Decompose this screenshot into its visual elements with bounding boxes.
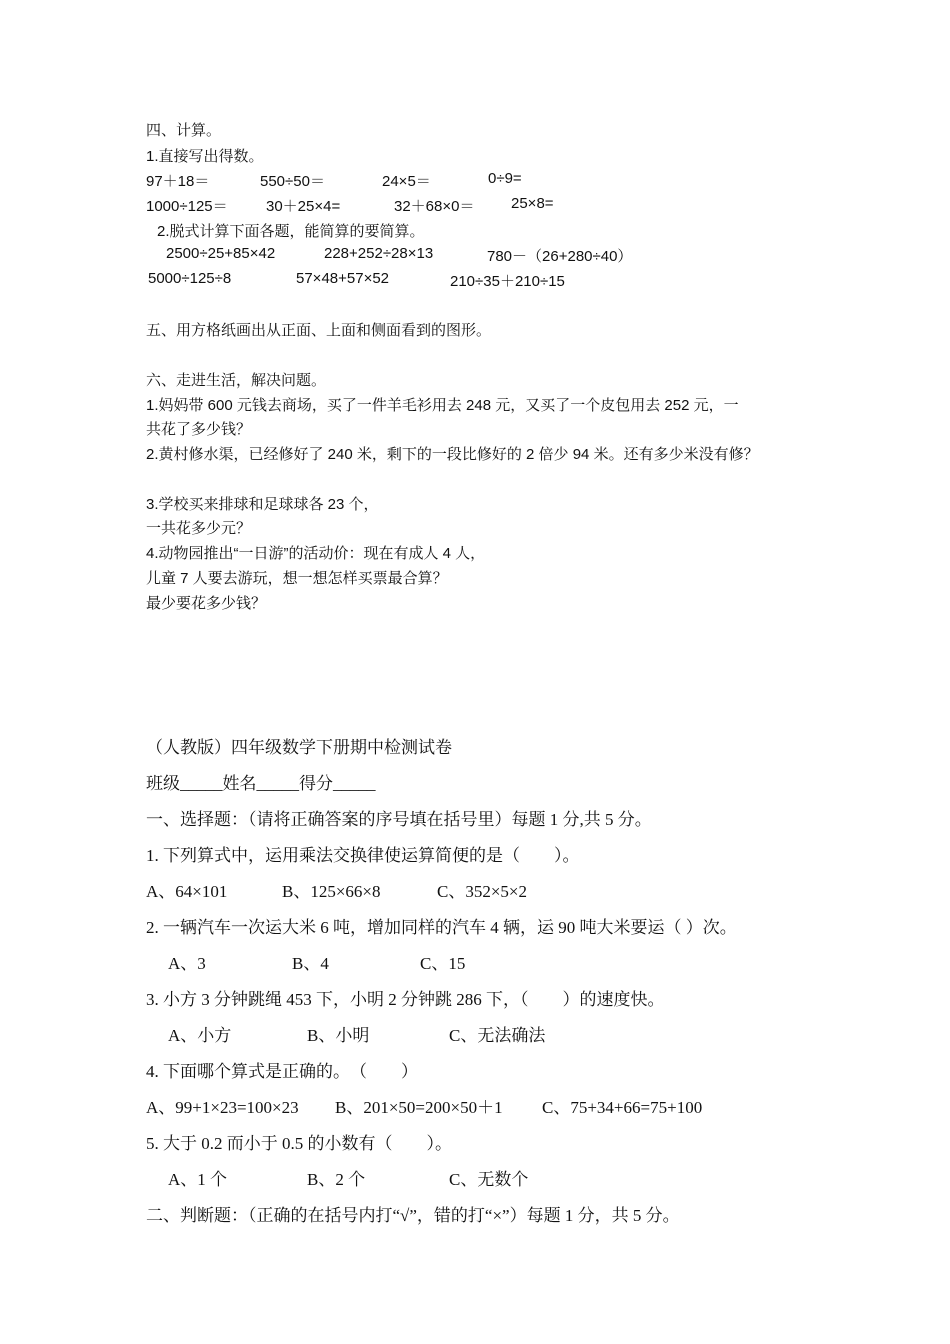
section-6-title: 六、走进生活，解决问题。 [146, 372, 327, 389]
option-b: B、4 [292, 954, 329, 973]
option-b: B、2 个 [307, 1170, 366, 1189]
mc-question-3: 3. 小方 3 分钟跳绳 453 下，小明 2 分钟跳 286 下，（ ）的速度快。 [146, 990, 665, 1009]
exam-title: （人教版）四年级数学下册期中检测试卷 [146, 738, 452, 757]
calc-item: 24×5＝ [382, 173, 431, 190]
mc-options-4 [0, 1093, 950, 1115]
calc-item: 25×8= [511, 195, 554, 212]
calc-row-4 [0, 270, 950, 290]
option-c: C、无数个 [449, 1170, 529, 1189]
option-b: B、201×50=200×50＋1 [335, 1098, 503, 1117]
calc-row-3 [0, 245, 950, 265]
calc-item: 5000÷125÷8 [148, 270, 232, 287]
option-a: A、99+1×23=100×23 [146, 1098, 299, 1117]
word-problem-3-line1: 3.学校买来排球和足球球各 23 个， [146, 496, 379, 513]
mc-question-2: 2. 一辆汽车一次运大米 6 吨，增加同样的汽车 4 辆，运 90 吨大米要运（ ）次。 [146, 918, 737, 937]
word-problem-1-line2: 共花了多少钱？ [146, 421, 252, 438]
calc-item: 1000÷125＝ [146, 198, 228, 215]
word-problem-3-line2: 一共花多少元？ [146, 520, 252, 537]
q1-instruction: 1.直接写出得数。 [146, 148, 264, 165]
calc-item: 30＋25×4= [266, 198, 341, 215]
q2-instruction: 2.脱式计算下面各题，能简算的要简算。 [157, 223, 425, 240]
option-c: C、75+34+66=75+100 [542, 1098, 703, 1117]
calc-item: 2500÷25+85×42 [166, 245, 276, 262]
calc-row-2 [0, 195, 950, 215]
option-c: C、15 [420, 954, 466, 973]
mc-options-1 [0, 877, 950, 899]
word-problem-4-line2: 儿童 7 人要去游玩，想一想怎样买票最合算？ [146, 570, 448, 587]
section-4-title: 四、计算。 [146, 122, 222, 139]
mc-question-5: 5. 大于 0.2 而小于 0.5 的小数有（ ）。 [146, 1134, 452, 1153]
option-a: A、小方 [168, 1026, 232, 1045]
mc-options-3 [0, 1021, 950, 1043]
calc-item: 550÷50＝ [260, 173, 325, 190]
word-problem-4-line1: 4.动物园推出“一日游”的活动价：现在有成人 4 人， [146, 545, 486, 562]
student-info-line: 班级_____姓名_____得分_____ [146, 774, 376, 793]
mc-options-2 [0, 949, 950, 971]
section-2-title: 二、判断题：（正确的在括号内打“√”，错的打“×”）每题 1 分，共 5 分。 [146, 1206, 680, 1225]
calc-item: 210÷35＋210÷15 [450, 273, 565, 290]
option-c: C、无法确法 [449, 1026, 546, 1045]
option-c: C、352×5×2 [437, 882, 528, 901]
calc-item: 228+252÷28×13 [324, 245, 434, 262]
calc-item: 32＋68×0＝ [394, 198, 475, 215]
calc-row-1 [0, 170, 950, 190]
option-a: A、1 个 [168, 1170, 228, 1189]
option-a: A、3 [168, 954, 206, 973]
calc-item: 97＋18＝ [146, 173, 210, 190]
option-b: B、小明 [307, 1026, 370, 1045]
mc-options-5 [0, 1165, 950, 1187]
mc-question-4: 4. 下面哪个算式是正确的。 （ ） [146, 1062, 418, 1081]
word-problem-1-line1: 1.妈妈带 600 元钱去商场，买了一件羊毛衫用去 248 元，又买了一个皮包用去 252 元，一 [146, 397, 739, 414]
option-a: A、64×101 [146, 882, 228, 901]
calc-item: 780－（26+280÷40） [487, 248, 633, 265]
section-1-title: 一、选择题：（请将正确答案的序号填在括号里）每题 1 分,共 5 分。 [146, 810, 652, 829]
word-problem-4-line3: 最少要花多少钱？ [146, 595, 267, 612]
word-problem-2: 2.黄村修水渠，已经修好了 240 米，剩下的一段比修好的 2 倍少 94 米。还有多少米没有修？ [146, 446, 759, 463]
option-b: B、125×66×8 [282, 882, 381, 901]
mc-question-1: 1. 下列算式中，运用乘法交换律使运算简便的是（ ）。 [146, 846, 580, 865]
calc-item: 57×48+57×52 [296, 270, 390, 287]
calc-item: 0÷9= [488, 170, 522, 187]
section-5-title: 五、用方格纸画出从正面、上面和侧面看到的图形。 [146, 322, 492, 339]
